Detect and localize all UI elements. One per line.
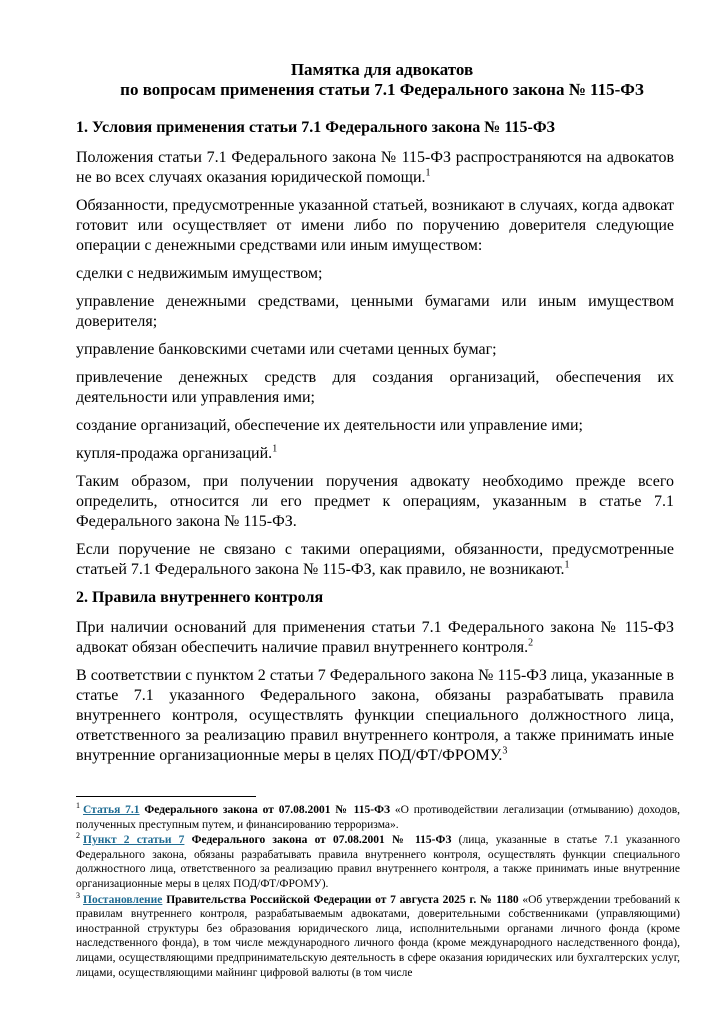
footnote-link[interactable]: Статья 7.1 — [83, 804, 140, 816]
section-1-paragraph-4: Если поручение не связано с такими операциями, обязанности, предусмотренные статьей 7.1 Федерального закона № 115-ФЗ, как правило, не возникают.$^1$ — [76, 541, 674, 578]
section-2-heading: 2. Правила внутреннего контроля — [76, 589, 324, 606]
footnote-number: 2 — [76, 831, 80, 841]
title-line-1: Памятка для адвокатов — [290, 60, 474, 79]
section-2-paragraph-2: В соответствии с пунктом 2 статьи 7 Федерального закона № 115-ФЗ лица, указанные в статье 7.1 указанного Федерального закона, обязаны разрабатывать правила внутреннего контроля, осуществлять функции специального должностного лица, ответственного за реализацию правил внутреннего контроля, а также принимать иные внутренние организационные меры в целях ПОД/ФТ/ФРОМУ.$^3$ — [76, 667, 674, 764]
footnote-3 — [76, 890, 681, 981]
footnote-2 — [76, 833, 680, 891]
footnote-ref: 3 — [502, 745, 508, 757]
section-2-paragraph-1: При наличии оснований для применения статьи 7.1 Федерального закона № 115-ФЗ адвокат обязан обеспечить наличие правил внутреннего контроля.$^2$ — [76, 619, 674, 656]
document-body — [76, 118, 674, 774]
footnote-text: «Об утверждении требований к правилам внутреннего контроля, разрабатываемым адвокатами, доверительными собственниками (управляющими) иностранной структуры без образования юридического лица, исполнительными органами личного фонда (кроме наследственного фонда), в том числе международного личного фонда (кроме международного наследственного фонда), лицами, осуществляющими предпринимательскую деятельность в сфере оказания юридических или бухгалтерских услуг, лицами, осуществляющими майнинг цифровой валюты (в том числе — [76, 893, 681, 979]
list-item: управление денежными средствами, ценными бумагами или иным имуществом доверителя; — [76, 293, 674, 330]
footnote-source: Федерального закона от 07.08.2001 № 115-ФЗ — [144, 804, 391, 816]
footnote-ref: 1 — [564, 559, 570, 571]
footnote-link[interactable]: Пункт 2 статьи 7 — [83, 834, 185, 847]
footnote-separator — [76, 796, 256, 797]
footnotes — [76, 803, 680, 981]
section-1-paragraph-3: Таким образом, при получении поручения адвокату необходимо прежде всего определить, относится ли его предмет к операциям, указанным в статье 7.1 Федерального закона № 115-ФЗ. — [76, 473, 674, 530]
section-1-heading: 1. Условия применения статьи 7.1 Федерального закона № 115-ФЗ — [76, 119, 555, 136]
footnote-ref: 2 — [528, 637, 534, 649]
footnote-1 — [76, 803, 680, 832]
footnote-source: Правительства Российской Федерации от 7 августа 2025 г. № 1180 — [166, 893, 519, 906]
footnote-ref: 1 — [425, 167, 431, 179]
list-item: привлечение денежных средств для создания организаций, обеспечения их деятельности или управления ими; — [76, 369, 674, 406]
footnote-source: Федерального закона от 07.08.2001 № 115-ФЗ — [191, 834, 452, 847]
section-1-paragraph-2: Обязанности, предусмотренные указанной статьей, возникают в случаях, когда адвокат готовит или осуществляет от имени либо по поручению доверителя следующие операции с денежными средствами или иным имуществом: — [76, 197, 674, 254]
list-item: создание организаций, обеспечение их деятельности или управление ими; — [76, 417, 583, 434]
footnote-number: 1 — [76, 801, 80, 811]
list-item: сделки с недвижимым имуществом; — [76, 265, 323, 282]
list-item: управление банковскими счетами или счетами ценных бумаг; — [76, 341, 497, 358]
footnote-text: (лица, указанные в статье 7.1 указанного Федерального закона, обязаны разрабатывать правила внутреннего контроля, осуществлять функции специального должностного лица, ответственного за реализацию правил внутреннего контроля, а также принимать иные внутренние организационные меры в целях ПОД/ФТ/ФРОМУ). — [76, 834, 680, 890]
footnote-ref: 1 — [272, 443, 278, 455]
list-item: купля-продажа организаций.$^1$ — [76, 443, 278, 462]
section-1-paragraph-1: Положения статьи 7.1 Федерального закона № 115-ФЗ распространяются на адвокатов не во всех случаях оказания юридической помощи.$^1$ — [76, 149, 674, 186]
title-line-2: по вопросам применения статьи 7.1 Федерального закона № 115-ФЗ — [120, 80, 644, 99]
footnote-number: 3 — [76, 890, 80, 900]
footnote-text: «О противодействии легализации (отмыванию) доходов, полученных преступным путем, и финансированию терроризма». — [76, 804, 681, 831]
footnote-link[interactable]: Постановление — [83, 893, 163, 906]
document-title — [60, 60, 704, 100]
